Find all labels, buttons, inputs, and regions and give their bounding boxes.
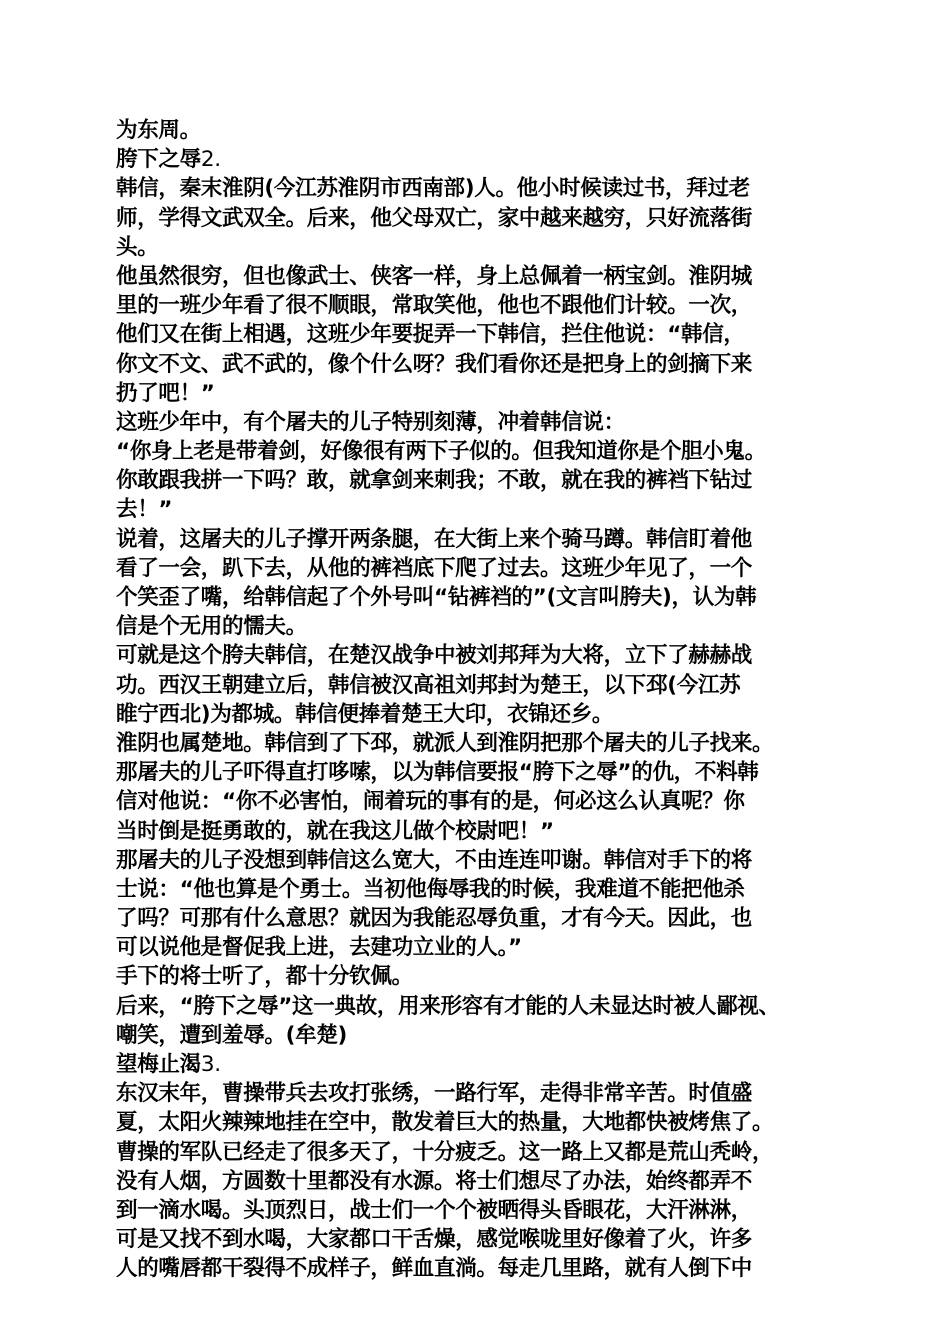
text-line [116,875,846,904]
text-line [116,817,846,846]
text-line-bold: 为东周。 [116,118,201,143]
text-line [116,204,846,233]
text-line-bold: 个笑歪了嘴，给韩信起了个外号叫“钻裤裆的”(文言叫胯夫)，认为韩 [116,585,757,610]
text-line-normal: 2. [200,147,221,173]
text-line [116,495,846,524]
text-line-bold: 淮阴也属楚地。韩信到了下邳，就派人到淮阴把那个屠夫的儿子找来。 [116,730,774,756]
text-line-bold: 他虽然很穷，但也像武士、侠客一样，身上总佩着一柄宝剑。淮阴城 [116,263,753,289]
text-line-bold: 功。西汉王朝建立后，韩信被汉高祖刘邦封为楚王，以下邳(今江苏 [116,672,741,698]
text-line [116,787,846,816]
text-line [116,262,846,291]
text-line-bold: 望梅止渴 [116,1052,201,1077]
text-line [116,1138,846,1167]
text-line [116,933,846,962]
text-line [116,671,846,700]
text-line-bold: 里的一班少年看了很不顺眼，常取笑他，他也不跟他们计较。一次， [116,293,753,319]
text-line-bold: 当时倒是挺勇敢的，就在我这儿做个校尉吧！” [116,818,554,844]
text-line-bold: 这班少年中，有个屠夫的儿子特别刻薄，冲着韩信说： [116,409,625,435]
text-line [116,291,846,320]
text-line-bold: 头。 [116,234,159,260]
text-line [116,554,846,583]
text-line-bold: 可就是这个胯夫韩信，在楚汉战争中被刘邦拜为大将，立下了赫赫战 [116,643,753,669]
text-line [116,1050,846,1079]
text-line [116,729,846,758]
text-line-bold: 你文不文、武不武的，像个什么呀？我们看你还是把身上的剑摘下来 [116,351,753,377]
text-line [116,904,846,933]
text-line-bold: 韩信，秦末淮阴(今江苏淮阴市西南部)人。他小时候读过书，拜过老 [116,176,750,202]
text-line-bold: 扔了吧！” [116,380,215,406]
text-line [116,1021,846,1050]
text-line [116,1254,846,1283]
document-page [116,116,846,1284]
text-line-bold: “你身上老是带着剑，好像很有两下子似的。但我知道你是个胆小鬼。 [116,439,766,465]
text-line [116,992,846,1021]
text-line-bold: 师，学得文武双全。后来，他父母双亡，家中越来越穷，只好流落街 [116,205,753,231]
text-line-bold: 没有人烟，方圆数十里都没有水源。将士们想尽了办法，始终都弄不 [116,1168,753,1194]
text-line [116,379,846,408]
text-line [116,583,846,612]
text-line [116,1167,846,1196]
text-line-bold: 夏，太阳火辣辣地挂在空中，散发着巨大的热量，大地都快被烤焦了。 [116,1110,774,1136]
text-line-bold: 他们又在街上相遇，这班少年要捉弄一下韩信，拦住他说：“韩信， [116,322,745,348]
text-line [116,525,846,554]
text-line-bold: 那屠夫的儿子没想到韩信这么宽大，不由连连叩谢。韩信对手下的将 [116,847,753,873]
text-line-normal: 3. [200,1052,221,1077]
text-line-bold: 信是个无用的懦夫。 [116,614,307,640]
text-line [116,350,846,379]
text-line [116,174,846,203]
text-line-bold: 到一滴水喝。头顶烈日，战士们一个个被晒得头昏眼花，大汗淋淋， [116,1197,753,1223]
text-line [116,1079,846,1108]
text-line [116,408,846,437]
text-line [116,145,846,174]
text-line [116,233,846,262]
text-line-bold: 了吗？可那有什么意思？就因为我能忍辱负重，才有今天。因此，也 [116,906,753,932]
text-line-bold: 信对他说：“你不必害怕，闹着玩的事有的是，何必这么认真呢？你 [116,789,745,815]
text-line-bold: 人的嘴唇都干裂得不成样子，鲜血直淌。每走几里路，就有人倒下中 [116,1256,753,1282]
text-line-bold: 说着，这屠夫的儿子撑开两条腿，在大街上来个骑马蹲。韩信盯着他 [116,526,753,552]
text-line [116,1196,846,1225]
text-line [116,1225,846,1254]
text-line-bold: 你敢跟我拼一下吗？敢，就拿剑来刺我；不敢，就在我的裤裆下钻过 [116,468,753,494]
text-line [116,466,846,495]
text-line [116,612,846,641]
text-line [116,758,846,787]
text-line-bold: 曹操的军队已经走了很多天了，十分疲乏。这一路上又都是荒山秃岭， [116,1139,774,1165]
text-line-bold: 胯下之辱 [116,147,201,173]
text-line-bold: 可以说他是督促我上进，去建功立业的人。” [116,935,522,961]
text-line [116,962,846,991]
text-line-bold: 嘲笑，遭到羞辱。(牟楚) [116,1022,348,1048]
text-line-bold: 手下的将士听了，都十分钦佩。 [116,964,413,990]
text-line [116,846,846,875]
text-line-bold: 去！” [116,497,173,523]
text-line-bold: 可是又找不到水喝，大家都口干舌燥，感觉喉咙里好像着了火，许多 [116,1227,753,1253]
text-line [116,320,846,349]
text-line [116,437,846,466]
text-line-bold: 睢宁西北)为都城。韩信便捧着楚王大印，衣锦还乡。 [116,701,614,727]
text-line-bold: 东汉末年，曹操带兵去攻打张绣，一路行军，走得非常辛苦。时值盛 [116,1081,753,1107]
text-line [116,641,846,670]
text-line-bold: 那屠夫的儿子吓得直打哆嗦，以为韩信要报“胯下之辱”的仇，不料韩 [116,760,759,786]
text-line-bold: 士说：“他也算是个勇士。当初他侮辱我的时候，我难道不能把他杀 [116,876,745,902]
text-line [116,1108,846,1137]
text-line-bold: 看了一会，趴下去，从他的裤裆底下爬了过去。这班少年见了，一个 [116,555,753,581]
text-line [116,116,846,145]
text-line-bold: 后来，“胯下之辱”这一典故，用来形容有才能的人未显达时被人鄙视、 [116,993,780,1019]
text-line [116,700,846,729]
